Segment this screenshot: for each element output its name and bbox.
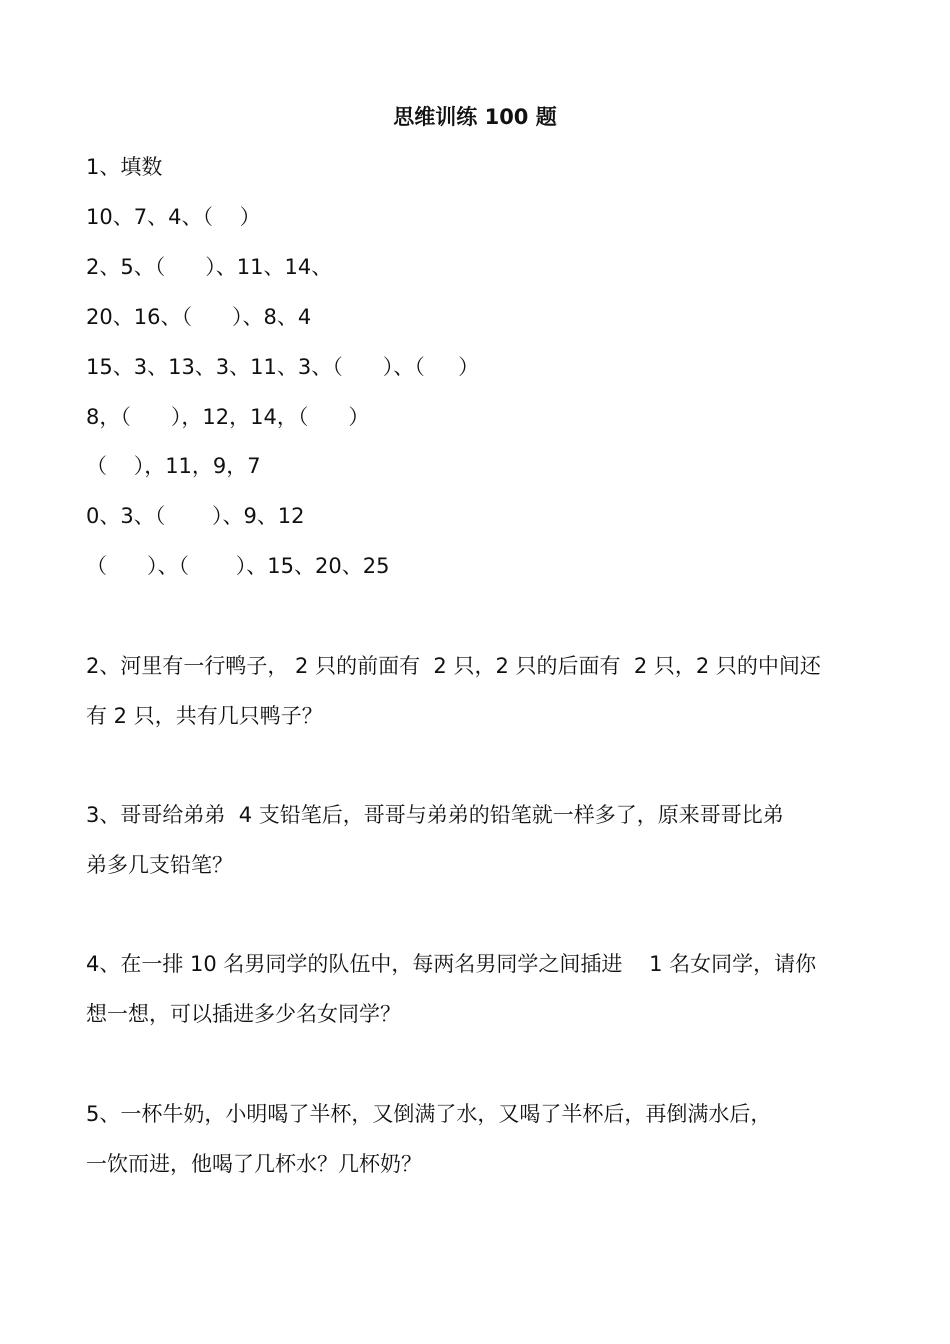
q1-heading: 1、填数 <box>86 155 163 179</box>
q5-line-1: 5、一杯牛奶，小明喝了半杯，又倒满了水，又喝了半杯后，再倒满水后， <box>86 1102 772 1126</box>
q3-line-1: 3、哥哥给弟弟 4 支铅笔后，哥哥与弟弟的铅笔就一样多了，原来哥哥比弟 <box>86 803 784 827</box>
q3-line-2: 弟多几支铅笔？ <box>86 853 233 877</box>
q1-row-2: 2、5、（ ）、11、14、 <box>86 255 333 279</box>
q5-line-2: 一饮而进，他喝了几杯水？几杯奶？ <box>86 1152 422 1176</box>
q1-row-7: 0、3、（ ）、9、12 <box>86 504 305 528</box>
q4-line-1: 4、在一排 10 名男同学的队伍中，每两名男同学之间插进 1 名女同学，请你 <box>86 952 817 976</box>
q1-row-1: 10、7、4、（ ） <box>86 205 261 229</box>
document-title: 思维训练 100 题 <box>393 105 557 129</box>
q1-row-6: （ ），11，9，7 <box>86 454 261 478</box>
q1-row-5: 8，（ ），12，14，（ ） <box>86 405 370 429</box>
q2-line-1: 2、河里有一行鸭子， 2 只的前面有 2 只，2 只的后面有 2 只，2 只的中间还 <box>86 654 821 678</box>
q1-row-3: 20、16、（ ）、8、4 <box>86 305 312 329</box>
q1-row-8: （ ）、（ ）、15、20、25 <box>86 554 390 578</box>
q4-line-2: 想一想，可以插进多少名女同学？ <box>86 1002 401 1026</box>
q2-line-2: 有 2 只，共有几只鸭子？ <box>86 704 323 728</box>
q1-row-4: 15、3、13、3、11、3、（ ）、（ ） <box>86 355 480 379</box>
